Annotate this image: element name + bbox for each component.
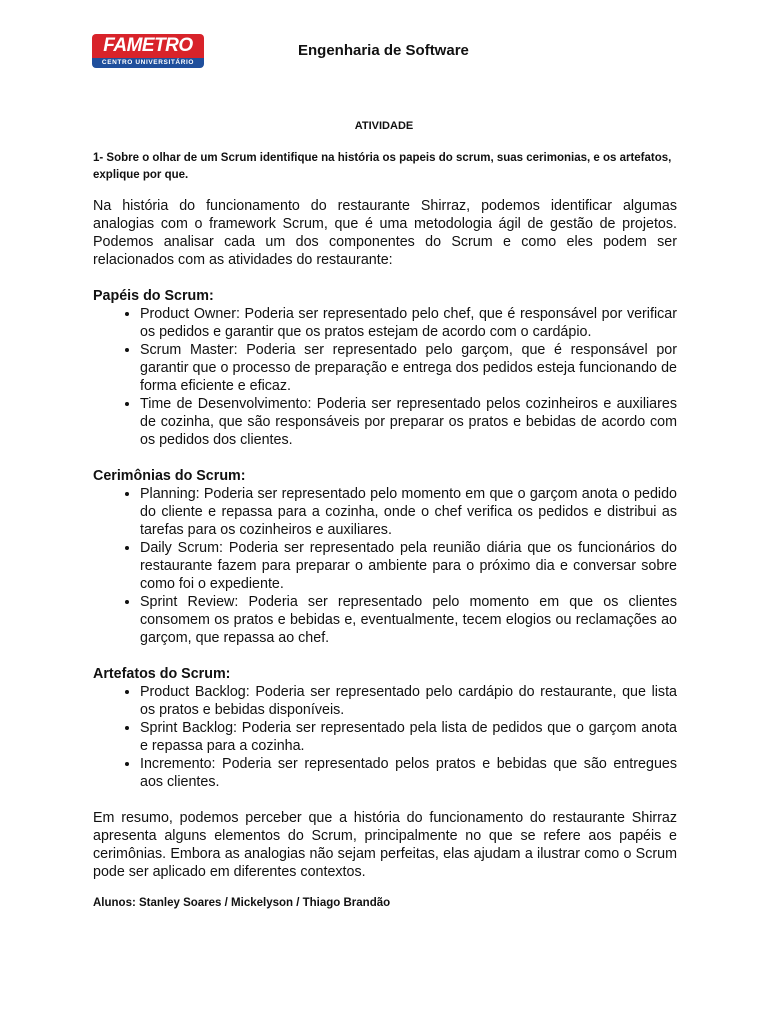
list-item: • Time de Desenvolvimento: Poderia ser representado pelos cozinheiros e auxiliares de cozinha, que são responsáveis por preparar os pratos e bebidas de acordo com os pedidos dos clientes.: [140, 395, 677, 449]
logo-brand: FAMETRO: [92, 34, 204, 58]
list-item: • Product Backlog: Poderia ser representado pelo cardápio do restaurante, que lista os pratos e bebidas disponíveis.: [140, 683, 677, 719]
list-item: • Incremento: Poderia ser representado pelos pratos e bebidas que são entregues aos clientes.: [140, 755, 677, 791]
course-title: Engenharia de Software: [298, 42, 469, 59]
roles-list: [93, 305, 677, 449]
ceremonies-list: [93, 485, 677, 647]
document-body: [93, 197, 677, 881]
artifacts-list: [93, 683, 677, 791]
section-title: Cerimônias do Scrum:: [93, 468, 246, 484]
section-roles: [93, 287, 677, 449]
section-title: Papéis do Scrum:: [93, 288, 214, 304]
intro-paragraph: Na história do funcionamento do restaurante Shirraz, podemos identificar algumas analogias com o framework Scrum, que é uma metodologia ágil de gestão de projetos. Podemos analisar cada um dos componentes do Scrum e como eles podem ser relacionados com as atividades do restaurante:: [93, 198, 677, 268]
students-line: Alunos: Stanley Soares / Mickelyson / Thiago Brandão: [93, 897, 391, 909]
section-title: Artefatos do Scrum:: [93, 666, 231, 682]
question-text: 1- Sobre o olhar de um Scrum identifique na história os papeis do scrum, suas cerimonias, e os artefatos, explique por que.: [93, 152, 672, 181]
closing-paragraph: Em resumo, podemos perceber que a história do funcionamento do restaurante Shirraz apresenta alguns elementos do Scrum, principalmente no que se refere aos papéis e cerimônias. Embora as analogias não sejam perfeitas, elas ajudam a ilustrar como o Scrum pode ser aplicado em diferentes contextos.: [93, 810, 677, 880]
list-item: • Sprint Review: Poderia ser representado pelo momento em que os clientes consomem os pratos e bebidas e, eventualmente, tecem elogios ou reclamações ao garçom, que repassa ao chef.: [140, 593, 677, 647]
list-item: • Daily Scrum: Poderia ser representado pela reunião diária que os funcionários do restaurante fazem para preparar o ambiente para o próximo dia e conversar sobre como foi o expediente.: [140, 539, 677, 593]
activity-title: ATIVIDADE: [354, 120, 414, 132]
logo-tagline: CENTRO UNIVERSITÁRIO: [92, 58, 204, 68]
list-item: • Sprint Backlog: Poderia ser representado pela lista de pedidos que o garçom anota e repassa para a cozinha.: [140, 719, 677, 755]
list-item: • Product Owner: Poderia ser representado pelo chef, que é responsável por verificar os pedidos e garantir que os pratos estejam de acordo com o cardápio.: [140, 305, 677, 341]
list-item: • Planning: Poderia ser representado pelo momento em que o garçom anota o pedido do cliente e repassa para a cozinha, onde o chef verifica os pedidos e distribui as tarefas para os cozinheiros e auxiliares.: [140, 485, 677, 539]
list-item: • Scrum Master: Poderia ser representado pelo garçom, que é responsável por garantir que o processo de preparação e entrega dos pedidos esteja funcionando de forma eficiente e eficaz.: [140, 341, 677, 395]
fametro-logo: [92, 34, 204, 68]
section-ceremonies: [93, 467, 677, 647]
section-artifacts: [93, 665, 677, 791]
